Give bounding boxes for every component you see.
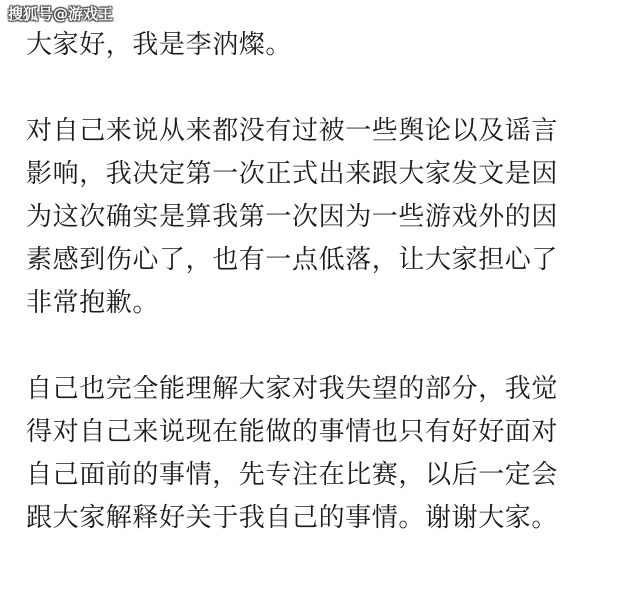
text-line: 跟大家解释好关于我自己的事情。谢谢大家。	[26, 503, 559, 533]
paragraph-statement	[26, 110, 626, 325]
text-line: 对自己来说从来都没有过被一些舆论以及谣言	[26, 116, 559, 146]
watermark-text: 搜狐号@游戏王	[8, 5, 114, 23]
paragraph-greeting	[26, 24, 626, 67]
paragraph-closing	[26, 368, 626, 540]
text-line: 自己面前的事情，先专注在比赛，以后一定会	[26, 460, 559, 490]
letter-body	[26, 24, 626, 540]
text-line: 影响，我决定第一次正式出来跟大家发文是因	[26, 159, 559, 189]
text-line: 素感到伤心了，也有一点低落，让大家担心了	[26, 245, 559, 275]
text-line: 自己也完全能理解大家对我失望的部分，我觉	[26, 374, 559, 404]
paragraph-spacer	[26, 325, 626, 368]
text-line: 得对自己来说现在能做的事情也只有好好面对	[26, 417, 559, 447]
paragraph-spacer	[26, 67, 626, 110]
text-line: 为这次确实是算我第一次因为一些游戏外的因	[26, 202, 559, 232]
text-line: 大家好，我是李汭燦。	[26, 30, 293, 60]
text-line: 非常抱歉。	[26, 288, 160, 318]
